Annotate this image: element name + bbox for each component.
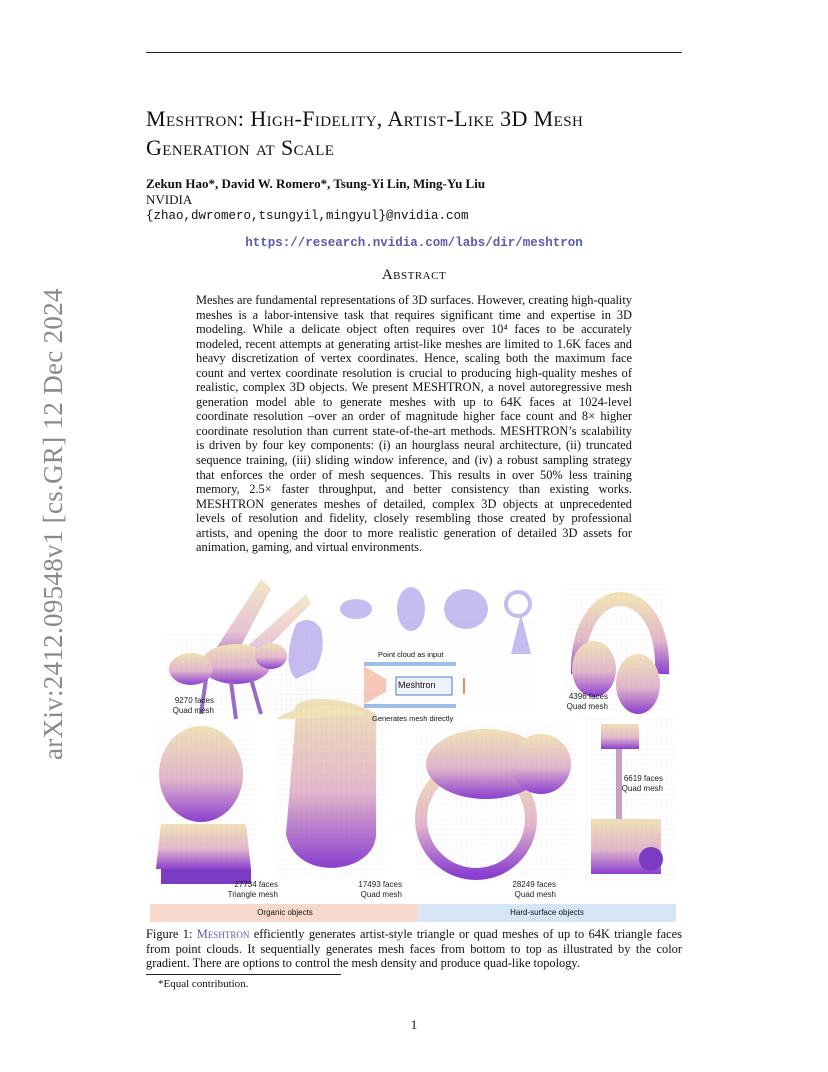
caption-prefix: Figure 1: (146, 927, 197, 941)
headphones-face-label: 4396 faces Quad mesh (566, 692, 608, 711)
diagram-input-label: Point cloud as input (378, 650, 444, 659)
page-number: 1 (410, 1017, 418, 1032)
caption-method-name[interactable]: Meshtron (196, 927, 250, 941)
caption-text: efficiently generates artist-style triangle or quad meshes of up to 64K triangle faces from point clouds. It sequentially generates mesh faces from bottom to top as illustrated by the color gradient. There are options to control the mesh density and produce quad-like topology. (146, 927, 683, 971)
light-tower-mesh (586, 719, 676, 884)
title-line-2: Generation at Scale (146, 135, 335, 160)
bee-face-label: 9270 faces Quad mesh (172, 696, 214, 715)
david-mesh (156, 724, 256, 884)
motorcycle-face-label: 28249 faces Quad mesh (512, 880, 556, 899)
organic-objects-bar: Organic objects (150, 904, 420, 922)
penguin-mesh (276, 694, 386, 879)
abstract-heading: Abstract (381, 267, 447, 283)
title-line-1: Meshtron: High-Fidelity, Artist-Like 3D Mesh (146, 106, 584, 131)
teaser-figure (146, 574, 682, 926)
header-rule (146, 52, 682, 53)
figure-caption (146, 927, 682, 971)
teaser-illustration (146, 574, 682, 904)
project-link[interactable]: https://research.nvidia.com/labs/dir/meshtron (245, 236, 583, 250)
affiliation: NVIDIA (146, 192, 193, 207)
motorcycle-mesh (416, 724, 576, 879)
paper-title (146, 104, 706, 162)
diagram-output-label: Generates mesh directly (372, 714, 454, 723)
hard-surface-objects-bar: Hard-surface objects (418, 904, 676, 922)
footnote: *Equal contribution. (158, 978, 249, 990)
penguin-face-label: 17493 faces Quad mesh (358, 880, 402, 899)
footnote-rule (146, 974, 341, 975)
author-names: Zekun Hao*, David W. Romero*, Tsung-Yi Lin, Ming-Yu Liu (146, 176, 486, 191)
abstract-body: Meshes are fundamental representations of 3D surfaces. However, creating high-quality meshes is a labor-intensive task that requires significant time and expertise in 3D modeling. While a delicate object often requires over 10⁴ faces to be accurately modeled, recent attempts at generating artist-like meshes are limited to 1.6K faces and heavy discretization of vertex coordinates. Hence, scaling both the maximum face count and vertex coordinate resolution is crucial to producing high-quality meshes of realistic, complex 3D objects. We present MESHTRON, a novel autoregressive mesh generation model able to generate meshes with up to 64K faces at 1024-level coordinate resolution –over an order of magnitude higher face count and 8× higher coordinate resolution than current state-of-the-art methods. MESHTRON’s scalability is driven by four key components: (i) an hourglass neural architecture, (ii) truncated sequence training, (iii) sliding window inference, and (iv) a robust sampling strategy that enforces the order of mesh sequences. This results in over 50% less training memory, 2.5× faster throughput, and better consistency than existing works. MESHTRON generates meshes of detailed, complex 3D objects at unprecedented levels of resolution and fidelity, closely resembling those created by professional artists, and opening the door to more realistic generation of detailed 3D assets for animation, gaming, and virtual environments. (196, 293, 632, 555)
light-face-label: 6619 faces Quad mesh (621, 774, 663, 793)
david-face-label: 27734 faces Triangle mesh (227, 880, 278, 899)
arxiv-identifier[interactable]: arXiv:2412.09548v1 [cs.GR] 12 Dec 2024 (38, 288, 68, 760)
author-emails[interactable]: {zhao,dwromero,tsungyil,mingyul}@nvidia.com (146, 209, 469, 223)
diagram-model-label: Meshtron (398, 680, 436, 690)
author-block (146, 176, 485, 224)
